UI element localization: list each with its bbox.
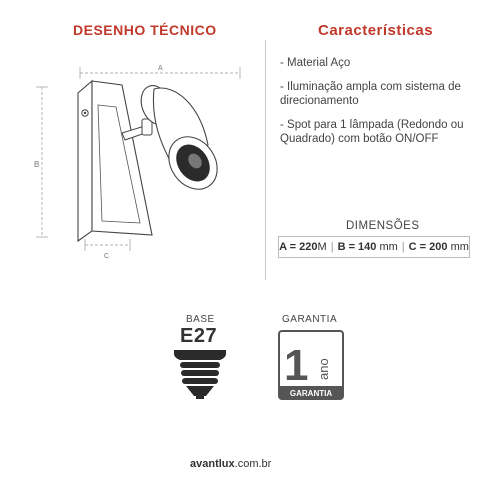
brand-domain: .com.br	[234, 458, 272, 470]
dimension-b-unit: mm	[379, 241, 398, 253]
column-divider	[265, 40, 266, 280]
guarantee-unit: ano	[316, 358, 331, 380]
base-code: E27	[180, 325, 218, 347]
dimension-c-unit: mm	[450, 241, 469, 253]
technical-drawing	[30, 55, 265, 265]
base-label: BASE	[186, 314, 215, 325]
dimension-a-value: A = 220	[279, 241, 318, 253]
dimension-b-label: B	[34, 160, 40, 169]
characteristics-heading: Características	[318, 22, 434, 39]
guarantee-label: GARANTIA	[282, 314, 338, 325]
dimensions-title: DIMENSÕES	[346, 220, 420, 232]
technical-drawing-heading: DESENHO TÉCNICO	[73, 22, 217, 38]
spot-lamp	[136, 81, 227, 198]
brand-name: avantlux	[190, 458, 235, 470]
guarantee-number: 1	[284, 341, 309, 390]
dimension-c-label: C	[104, 253, 110, 260]
dimension-c-value: C = 200	[408, 241, 448, 253]
dimension-b-value: B = 140	[337, 241, 377, 253]
wall-plate	[78, 81, 152, 241]
feature-item: - Iluminação ampla com sistema de direcionamento	[280, 81, 461, 107]
brand-footer	[190, 458, 271, 470]
feature-item: - Spot para 1 lâmpada (Redondo ou Quadrado) com botão ON/OFF	[280, 119, 464, 145]
guarantee-badge-text: GARANTIA	[289, 389, 333, 398]
dimension-a-unit: M	[317, 241, 327, 253]
guarantee-badge-icon	[278, 330, 344, 400]
bulb-base-icon	[170, 350, 230, 400]
feature-item: - Material Aço	[280, 57, 351, 69]
features-list	[280, 50, 490, 146]
dimension-a-label: A	[158, 65, 163, 72]
dimensions-box: A = 220 M | B = 140 mm | C = 200 mm	[278, 236, 470, 258]
